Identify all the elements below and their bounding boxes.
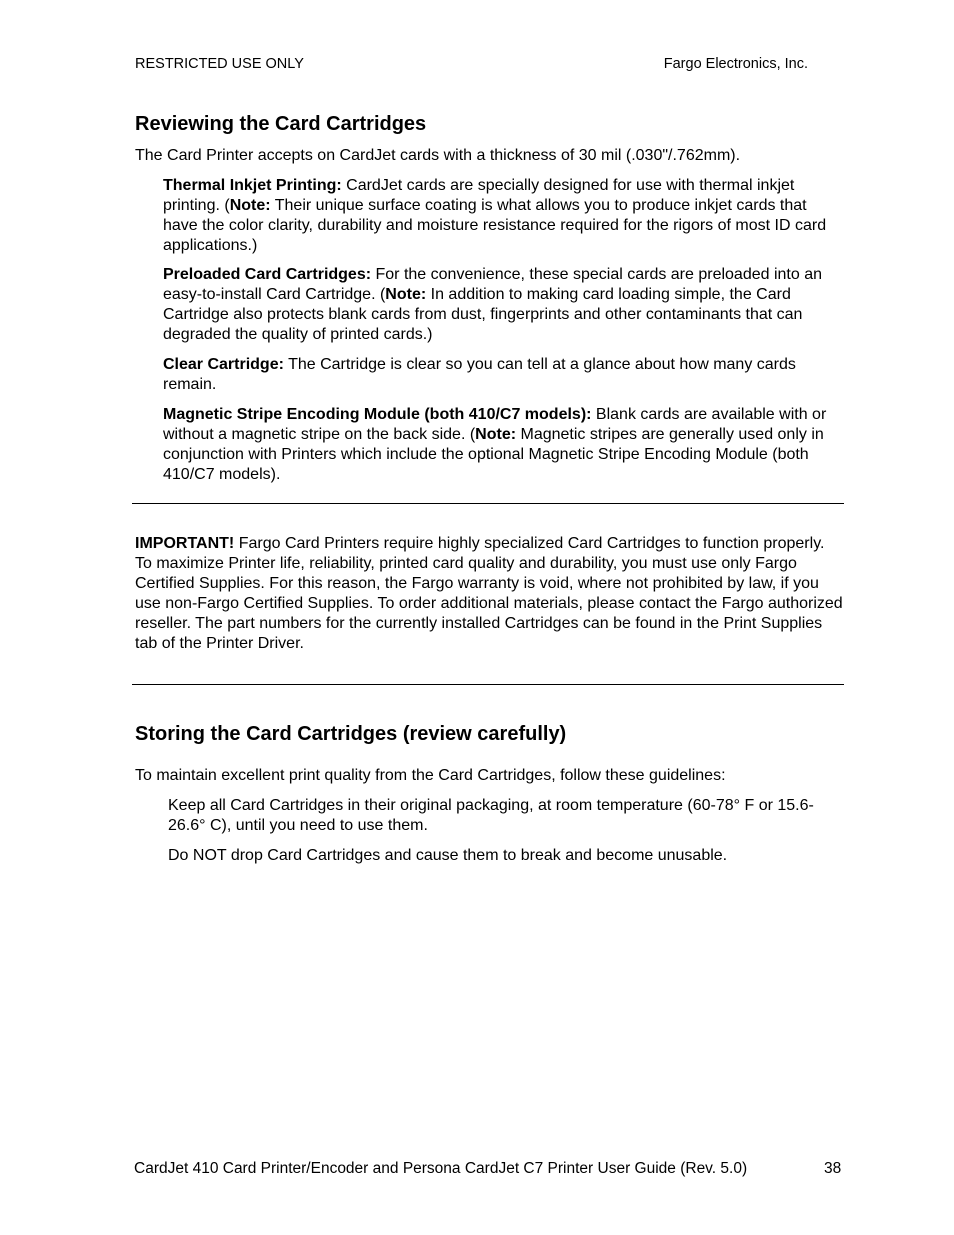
item-text: For the convenience, these special cards are preloaded into an easy-to-install Card Cartridge. ( xyxy=(163,266,823,303)
item-magnetic-stripe xyxy=(163,405,843,485)
page-number: 38 xyxy=(824,1160,842,1177)
section1-intro: The Card Printer accepts on CardJet cards with a thickness of 30 mil (.030"/.762mm). xyxy=(135,147,741,164)
header-right: Fargo Electronics, Inc. xyxy=(663,56,808,72)
guideline-item: Keep all Card Cartridges in their original packaging, at room temperature (60-78° F or 15.6-26.6° C), until you need to use them. xyxy=(168,797,814,834)
section-title-storing: Storing the Card Cartridges (review carefully) xyxy=(135,723,567,745)
item-clear-cartridge xyxy=(163,355,843,395)
section2-intro: To maintain excellent print quality from the Card Cartridges, follow these guidelines: xyxy=(135,767,726,784)
item-label: Preloaded Card Cartridges: xyxy=(163,266,372,283)
item-text: The Cartridge is clear so you can tell at a glance about how many cards remain. xyxy=(163,356,796,393)
note-label: Note: xyxy=(475,426,517,443)
important-text: Fargo Card Printers require highly specialized Card Cartridges to function properly. To maximize Printer life, reliability, printed card quality and durability, you must use only Fargo Certified Supplies. For this reason, the Fargo warranty is void, where not prohibited by law, if you use non-Fargo Certified Supplies. To order additional materials, please contact the Fargo authorized reseller. The part numbers for the currently installed Cartridges can be found in the Print Supplies tab of the Printer Driver. xyxy=(135,535,843,652)
item-label: Thermal Inkjet Printing: xyxy=(163,177,342,194)
item-preloaded-cartridges xyxy=(163,265,843,345)
item-label: Clear Cartridge: xyxy=(163,356,284,373)
note-label: Note: xyxy=(385,286,427,303)
important-label: IMPORTANT! xyxy=(135,535,235,552)
divider-bottom xyxy=(132,684,844,685)
item-text: Their unique surface coating is what allows you to produce inkjet cards that have the color clarity, durability and moisture resistance required for the rigors of most ID card applications.) xyxy=(163,197,827,254)
item-text: Blank cards are available with or without a magnetic stripe on the back side. ( xyxy=(163,406,827,443)
item-text: Magnetic stripes are generally used only in conjunction with Printers which include the optional Magnetic Stripe Encoding Module (both 410/C7 models). xyxy=(163,426,824,483)
guideline-item: Do NOT drop Card Cartridges and cause them to break and become unusable. xyxy=(168,847,728,864)
important-notice xyxy=(135,534,843,654)
item-label: Magnetic Stripe Encoding Module (both 410/C7 models): xyxy=(163,406,592,423)
item-text: In addition to making card loading simple, the Card Cartridge also protects blank cards from dust, fingerprints and other contaminants that can degraded the quality of printed cards.) xyxy=(163,286,803,343)
divider-top xyxy=(132,503,844,504)
item-text: CardJet cards are specially designed for use with thermal inkjet printing. ( xyxy=(163,177,795,214)
item-thermal-inkjet xyxy=(163,176,843,256)
footer-title: CardJet 410 Card Printer/Encoder and Persona CardJet C7 Printer User Guide (Rev. 5.0) xyxy=(134,1160,748,1177)
note-label: Note: xyxy=(229,197,271,214)
header-left: RESTRICTED USE ONLY xyxy=(135,56,304,72)
section-title-reviewing: Reviewing the Card Cartridges xyxy=(135,113,427,135)
